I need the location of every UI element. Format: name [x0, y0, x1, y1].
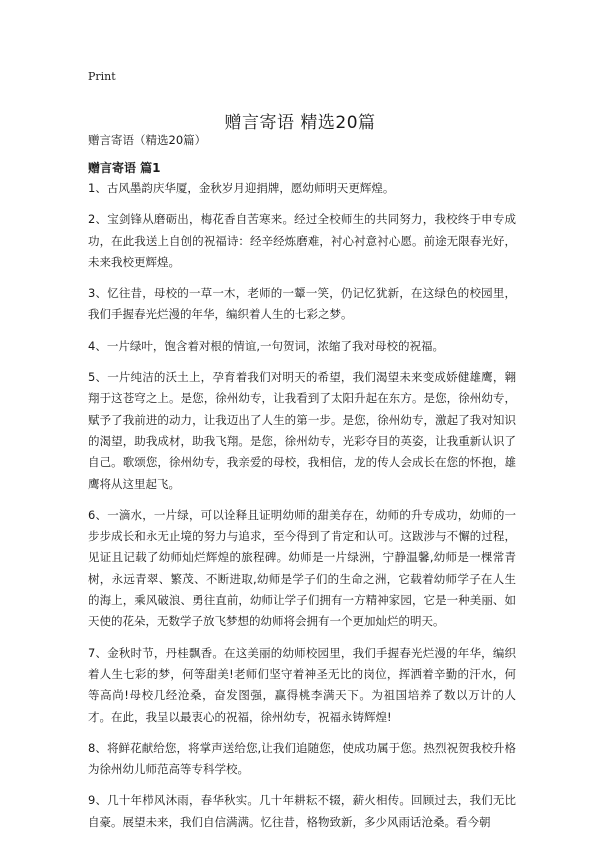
paragraph-3: 3、忆往昔，母校的一草一木，老师的一颦一笑，仍记忆犹新，在这绿色的校园里，我们手握春光烂漫的年华，编织着人生的七彩之梦。: [88, 286, 516, 322]
paragraph-8: 8、将鲜花献给您，将掌声送给您,让我们追随您，使成功属于您。热烈祝贺我校升格为徐州幼儿师范高等专科学校。: [88, 740, 516, 777]
section-heading: 赠言寄语 篇1: [88, 161, 161, 175]
paragraph-1: 1、古风墨韵庆华厦，金秋岁月迎捐牌，愿幼师明天更辉煌。: [88, 181, 395, 195]
paragraph-5: 5、一片纯洁的沃土上，孕育着我们对明天的希望，我们渴望未来变成娇健雄鹰，翱翔于这苍穹之上。是您，徐州幼专，让我看到了太阳升起在东方。是您，徐州幼专，赋予了我前进的动力，让我迈出了人生的第一步。是您，徐州幼专，激起了我对知识的渴望，助我成材，助我飞翔。是您，徐州幼专，光彩夺目的英姿，让我重新认识了自己。歌颂您，徐州幼专，我亲爱的母校，我相信，龙的传人会成长在您的怀抱，雄鹰将从这里起飞。: [88, 370, 516, 491]
paragraph-7: 7、金秋时节，丹桂飘香。在这美丽的幼师校园里，我们手握春光烂漫的年华，编织着人生七彩的梦，何等甜美!老师们坚守着神圣无比的岗位，挥洒着辛勤的汗水，何等高尚!母校几经沧桑，奋发图强，赢得桃李满天下。为祖国培养了数以万计的人才。在此，我呈以最衷心的祝福，徐州幼专，祝福永铸辉煌!: [88, 645, 516, 724]
document-title: 赠言寄语 精选20篇: [224, 113, 376, 134]
document-subtitle: 赠言寄语（精选20篇）: [88, 133, 207, 147]
document-body: [88, 178, 516, 843]
paragraph-4: 4、一片绿叶，饱含着对根的情谊,一句贺词，浓缩了我对母校的祝福。: [88, 338, 444, 353]
paragraph-2: 2、宝剑锋从磨砺出，梅花香自苦寒来。经过全校师生的共同努力，我校终于申专成功，在此我送上自创的祝福诗：经辛经炼磨难，衬心衬意衬心愿。前途无限春光好，未来我校更辉煌。: [88, 212, 516, 269]
paragraph-6: 6、一滴水，一片绿，可以诠释且证明幼师的甜美存在，幼师的升专成功，幼师的一步步成长和永无止境的努力与追求，至今得到了肯定和认可。这跋涉与不懈的过程，见证且记载了幼师灿烂辉煌的旅程碑。幼师是一片绿洲，宁静温馨,幼师是一棵常青树，永远青翠、繁茂、不断进取,幼师是学子们的生命之洲，它载着幼师学子在人生的海上，乘风破浪、勇往直前，幼师让学子们拥有一方精神家园，它是一种美丽、如天使的花朵，无数学子放飞梦想的幼师将会拥有一个更加灿烂的明天。: [88, 507, 516, 629]
paragraph-9: 9、几十年栉风沐雨，春华秋实。几十年耕耘不辍，薪火相传。回顾过去，我们无比自豪。展望未来，我们自信满满。忆往昔，格物致新，多少风雨话沧桑。看今朝: [88, 793, 516, 829]
print-label: Print: [88, 70, 116, 83]
